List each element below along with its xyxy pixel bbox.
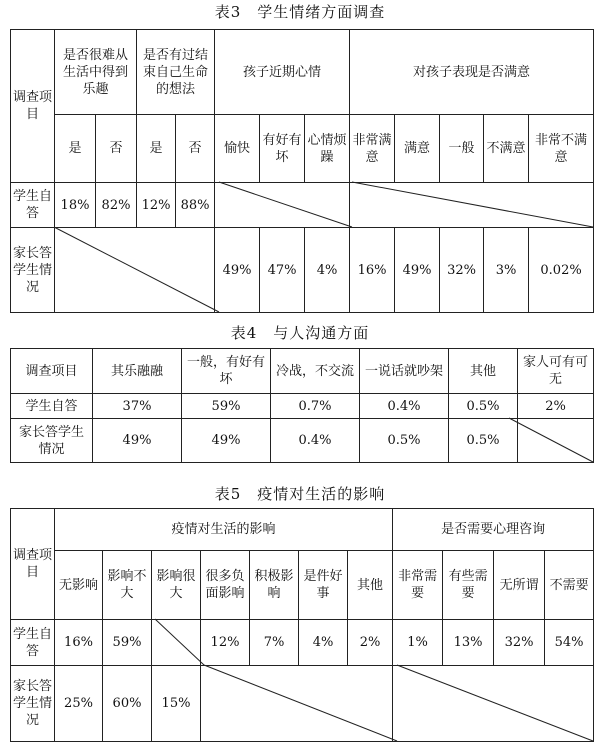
t5-counsel-header: 是否需要心理咨询: [393, 509, 594, 551]
t3-empty-cell: [55, 228, 215, 313]
t4-cell: 0.5%: [360, 419, 449, 463]
t3-row-student: 学生自答: [11, 183, 55, 228]
t5-counsel-item: 无所谓: [494, 551, 545, 620]
t4-header: 调查项目: [11, 349, 93, 394]
t4-cell: 0.7%: [271, 394, 360, 419]
t3-satisfy-item: 非常不满意: [529, 115, 594, 183]
t5-cell: 2%: [348, 620, 393, 666]
t5-impact-header: 疫情对生活的影响: [55, 509, 393, 551]
t4-header: 冷战，不交流: [271, 349, 360, 394]
t5-cell: 12%: [201, 620, 250, 666]
table4: [10, 348, 594, 463]
t3-mood-item: 有好有坏: [260, 115, 305, 183]
t5-row-student: 学生自答: [11, 620, 55, 666]
t3-satisfy-item: 不满意: [484, 115, 529, 183]
t4-cell: 37%: [93, 394, 182, 419]
t5-cell: 54%: [545, 620, 594, 666]
t3-item-header: 调查项目: [11, 30, 55, 183]
t3-cell: 88%: [176, 183, 215, 228]
t5-item-header: 调查项目: [11, 509, 55, 620]
t5-impact-item: 影响不大: [103, 551, 152, 620]
t5-impact-item: 是件好事: [299, 551, 348, 620]
t5-cell: 4%: [299, 620, 348, 666]
t5-impact-item: 无影响: [55, 551, 103, 620]
t4-cell: 49%: [182, 419, 271, 463]
t5-cell: 16%: [55, 620, 103, 666]
t5-impact-item: 其他: [348, 551, 393, 620]
t4-cell: 0.4%: [271, 419, 360, 463]
t5-counsel-item: 有些需要: [443, 551, 494, 620]
t4-empty-cell: [518, 419, 594, 463]
t4-header: 其他: [449, 349, 518, 394]
t3-endlife-header: 是否有过结束自己生命的想法: [137, 30, 215, 115]
t4-header: 其乐融融: [93, 349, 182, 394]
t3-row-parent: 家长答学生情况: [11, 228, 55, 313]
table3: [10, 29, 594, 313]
t3-mood-item: 愉快: [215, 115, 260, 183]
table3-caption: 表3 学生情绪方面调查: [214, 3, 386, 21]
t5-impact-item: 积极影响: [250, 551, 299, 620]
t5-cell: 60%: [103, 666, 152, 742]
t3-mood-item: 心情烦躁: [305, 115, 350, 183]
t4-cell: 0.5%: [449, 419, 518, 463]
t4-cell: 0.5%: [449, 394, 518, 419]
t3-cell: 49%: [395, 228, 440, 313]
t3-satisfy-header: 对孩子表现是否满意: [350, 30, 594, 115]
t5-impact-item: 影响很大: [152, 551, 201, 620]
t5-empty-cell: [201, 666, 393, 742]
t3-endlife-yes: 是: [137, 115, 176, 183]
t3-satisfy-item: 满意: [395, 115, 440, 183]
t5-impact-item: 很多负面影响: [201, 551, 250, 620]
t3-cell: 4%: [305, 228, 350, 313]
table4-caption: 表4 与人沟通方面: [230, 324, 370, 342]
t3-satisfy-item: 一般: [440, 115, 484, 183]
t5-empty-cell: [152, 620, 201, 666]
t4-header: 一般，有好有坏: [182, 349, 271, 394]
t5-counsel-item: 不需要: [545, 551, 594, 620]
table5: [10, 508, 594, 742]
t3-cell: 47%: [260, 228, 305, 313]
t3-cell: 18%: [55, 183, 96, 228]
table5-caption: 表5 疫情对生活的影响: [214, 485, 386, 503]
t5-cell: 7%: [250, 620, 299, 666]
t5-counsel-item: 非常需要: [393, 551, 443, 620]
t4-header: 家人可有可无: [518, 349, 594, 394]
t3-empty-cell: [215, 183, 350, 228]
t4-header: 一说话就吵架: [360, 349, 449, 394]
t4-cell: 59%: [182, 394, 271, 419]
t3-satisfy-item: 非常满意: [350, 115, 395, 183]
t5-cell: 32%: [494, 620, 545, 666]
t5-empty-cell: [393, 666, 594, 742]
t3-cell: 0.02%: [529, 228, 594, 313]
t4-cell: 2%: [518, 394, 594, 419]
t3-endlife-no: 否: [176, 115, 215, 183]
t5-cell: 59%: [103, 620, 152, 666]
t3-difficult-yes: 是: [55, 115, 96, 183]
t3-difficult-header: 是否很难从生活中得到乐趣: [55, 30, 137, 115]
t3-cell: 3%: [484, 228, 529, 313]
t5-cell: 25%: [55, 666, 103, 742]
t4-row-student: 学生自答: [11, 394, 93, 419]
t3-cell: 82%: [96, 183, 137, 228]
t3-cell: 32%: [440, 228, 484, 313]
t3-mood-header: 孩子近期心情: [215, 30, 350, 115]
t4-cell: 0.4%: [360, 394, 449, 419]
t5-cell: 13%: [443, 620, 494, 666]
t4-cell: 49%: [93, 419, 182, 463]
t3-cell: 49%: [215, 228, 260, 313]
t5-cell: 1%: [393, 620, 443, 666]
t3-cell: 12%: [137, 183, 176, 228]
t5-row-parent: 家长答学生情况: [11, 666, 55, 742]
t4-row-parent: 家长答学生情况: [11, 419, 93, 463]
t3-cell: 16%: [350, 228, 395, 313]
t3-empty-cell: [350, 183, 594, 228]
t3-difficult-no: 否: [96, 115, 137, 183]
t5-cell: 15%: [152, 666, 201, 742]
